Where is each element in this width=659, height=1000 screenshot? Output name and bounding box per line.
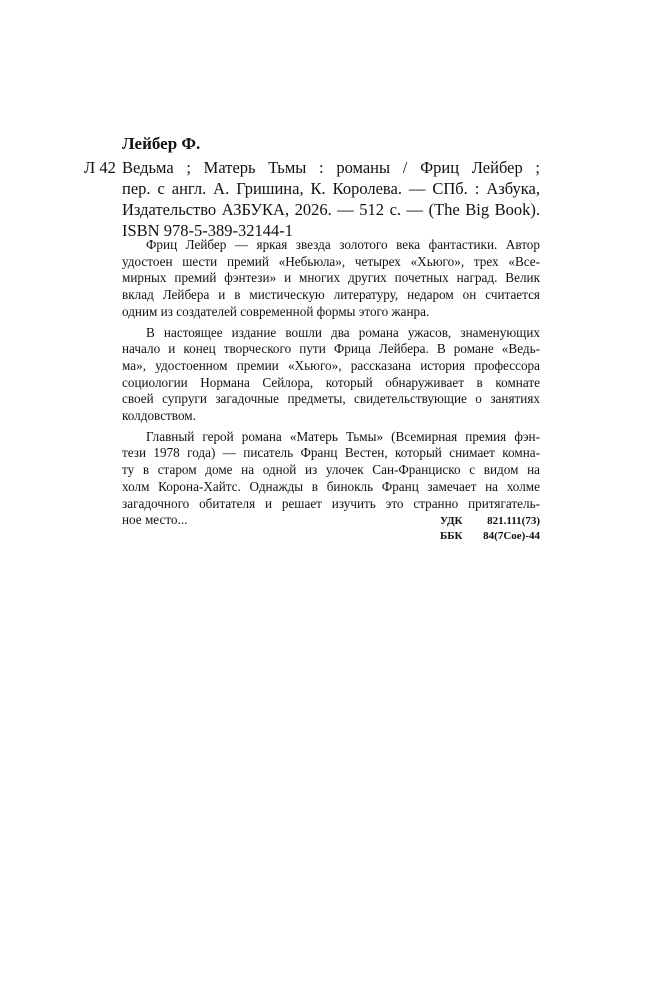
annotation-line: удостоен шести премий «Небьюла», четырех «Хьюго», трех «Все- xyxy=(122,253,540,269)
annotation-line: ное место... xyxy=(122,512,188,528)
udk-label: УДК xyxy=(440,515,463,527)
annotation-line: ту в старом доме на одной из улочек Сан-Франциско с видом на xyxy=(122,462,540,478)
bibliographic-line: Издательство АЗБУКА, 2026. — 512 с. — (The Big Book). xyxy=(122,200,540,219)
annotation-paragraph xyxy=(122,237,540,321)
annotation-line: своей супруги загадочные предметы, свидетельствующие о занятиях xyxy=(122,391,540,407)
annotation-line: колдовством. xyxy=(122,408,196,424)
annotation-line: одним из создателей современной формы этого жанра. xyxy=(122,303,430,319)
annotation xyxy=(122,237,540,533)
annotation-line: Фриц Лейбер — яркая звезда золотого века фантастики. Автор xyxy=(146,237,540,252)
bbk-row xyxy=(440,529,540,544)
bbk-label: ББК xyxy=(440,530,463,542)
author-heading: Лейбер Ф. xyxy=(122,134,201,153)
udk-value: 821.111(73) xyxy=(487,515,540,527)
annotation-line: холм Корона-Хайтс. Однажды в бинокль Франц замечает на холме xyxy=(122,478,540,494)
bbk-value: 84(7Сое)-44 xyxy=(483,530,540,542)
annotation-line: ма», удостоенном премии «Хьюго», рассказана история профессора xyxy=(122,357,540,373)
classification-codes xyxy=(440,514,540,544)
annotation-line: загадочного обитателя и решает изучить это странно притягатель- xyxy=(122,495,540,511)
annotation-line: В настоящее издание вошли два романа ужасов, знаменующих xyxy=(146,324,540,340)
udk-row xyxy=(440,514,540,529)
isbn-line: ISBN 978-5-389-32144-1 xyxy=(122,221,293,240)
annotation-line: тези 1978 года) — писатель Франц Вестен, который снимает комна- xyxy=(122,445,540,461)
annotation-line: мирных премий фэнтези» и многих других почетных наград. Велик xyxy=(122,270,540,286)
annotation-line: Главный герой романа «Матерь Тьмы» (Всемирная премия фэн- xyxy=(146,428,540,444)
annotation-line: социологии Нормана Сейлора, который обнаруживает в комнате xyxy=(122,374,540,390)
shelf-code: Л 42 xyxy=(84,158,116,177)
annotation-paragraph xyxy=(122,325,540,425)
bibliographic-line: пер. с англ. А. Гришина, К. Королева. — СПб. : Азбука, xyxy=(122,179,540,198)
bibliographic-line: Ведьма ; Матерь Тьмы : романы / Фриц Лейбер ; xyxy=(122,158,540,177)
bibliographic-record xyxy=(122,157,540,241)
annotation-line: начало и конец творческого пути Фрица Лейбера. В романе «Ведь- xyxy=(122,341,540,357)
annotation-line: вклад Лейбера и в мистическую литературу, недаром он считается xyxy=(122,287,540,303)
